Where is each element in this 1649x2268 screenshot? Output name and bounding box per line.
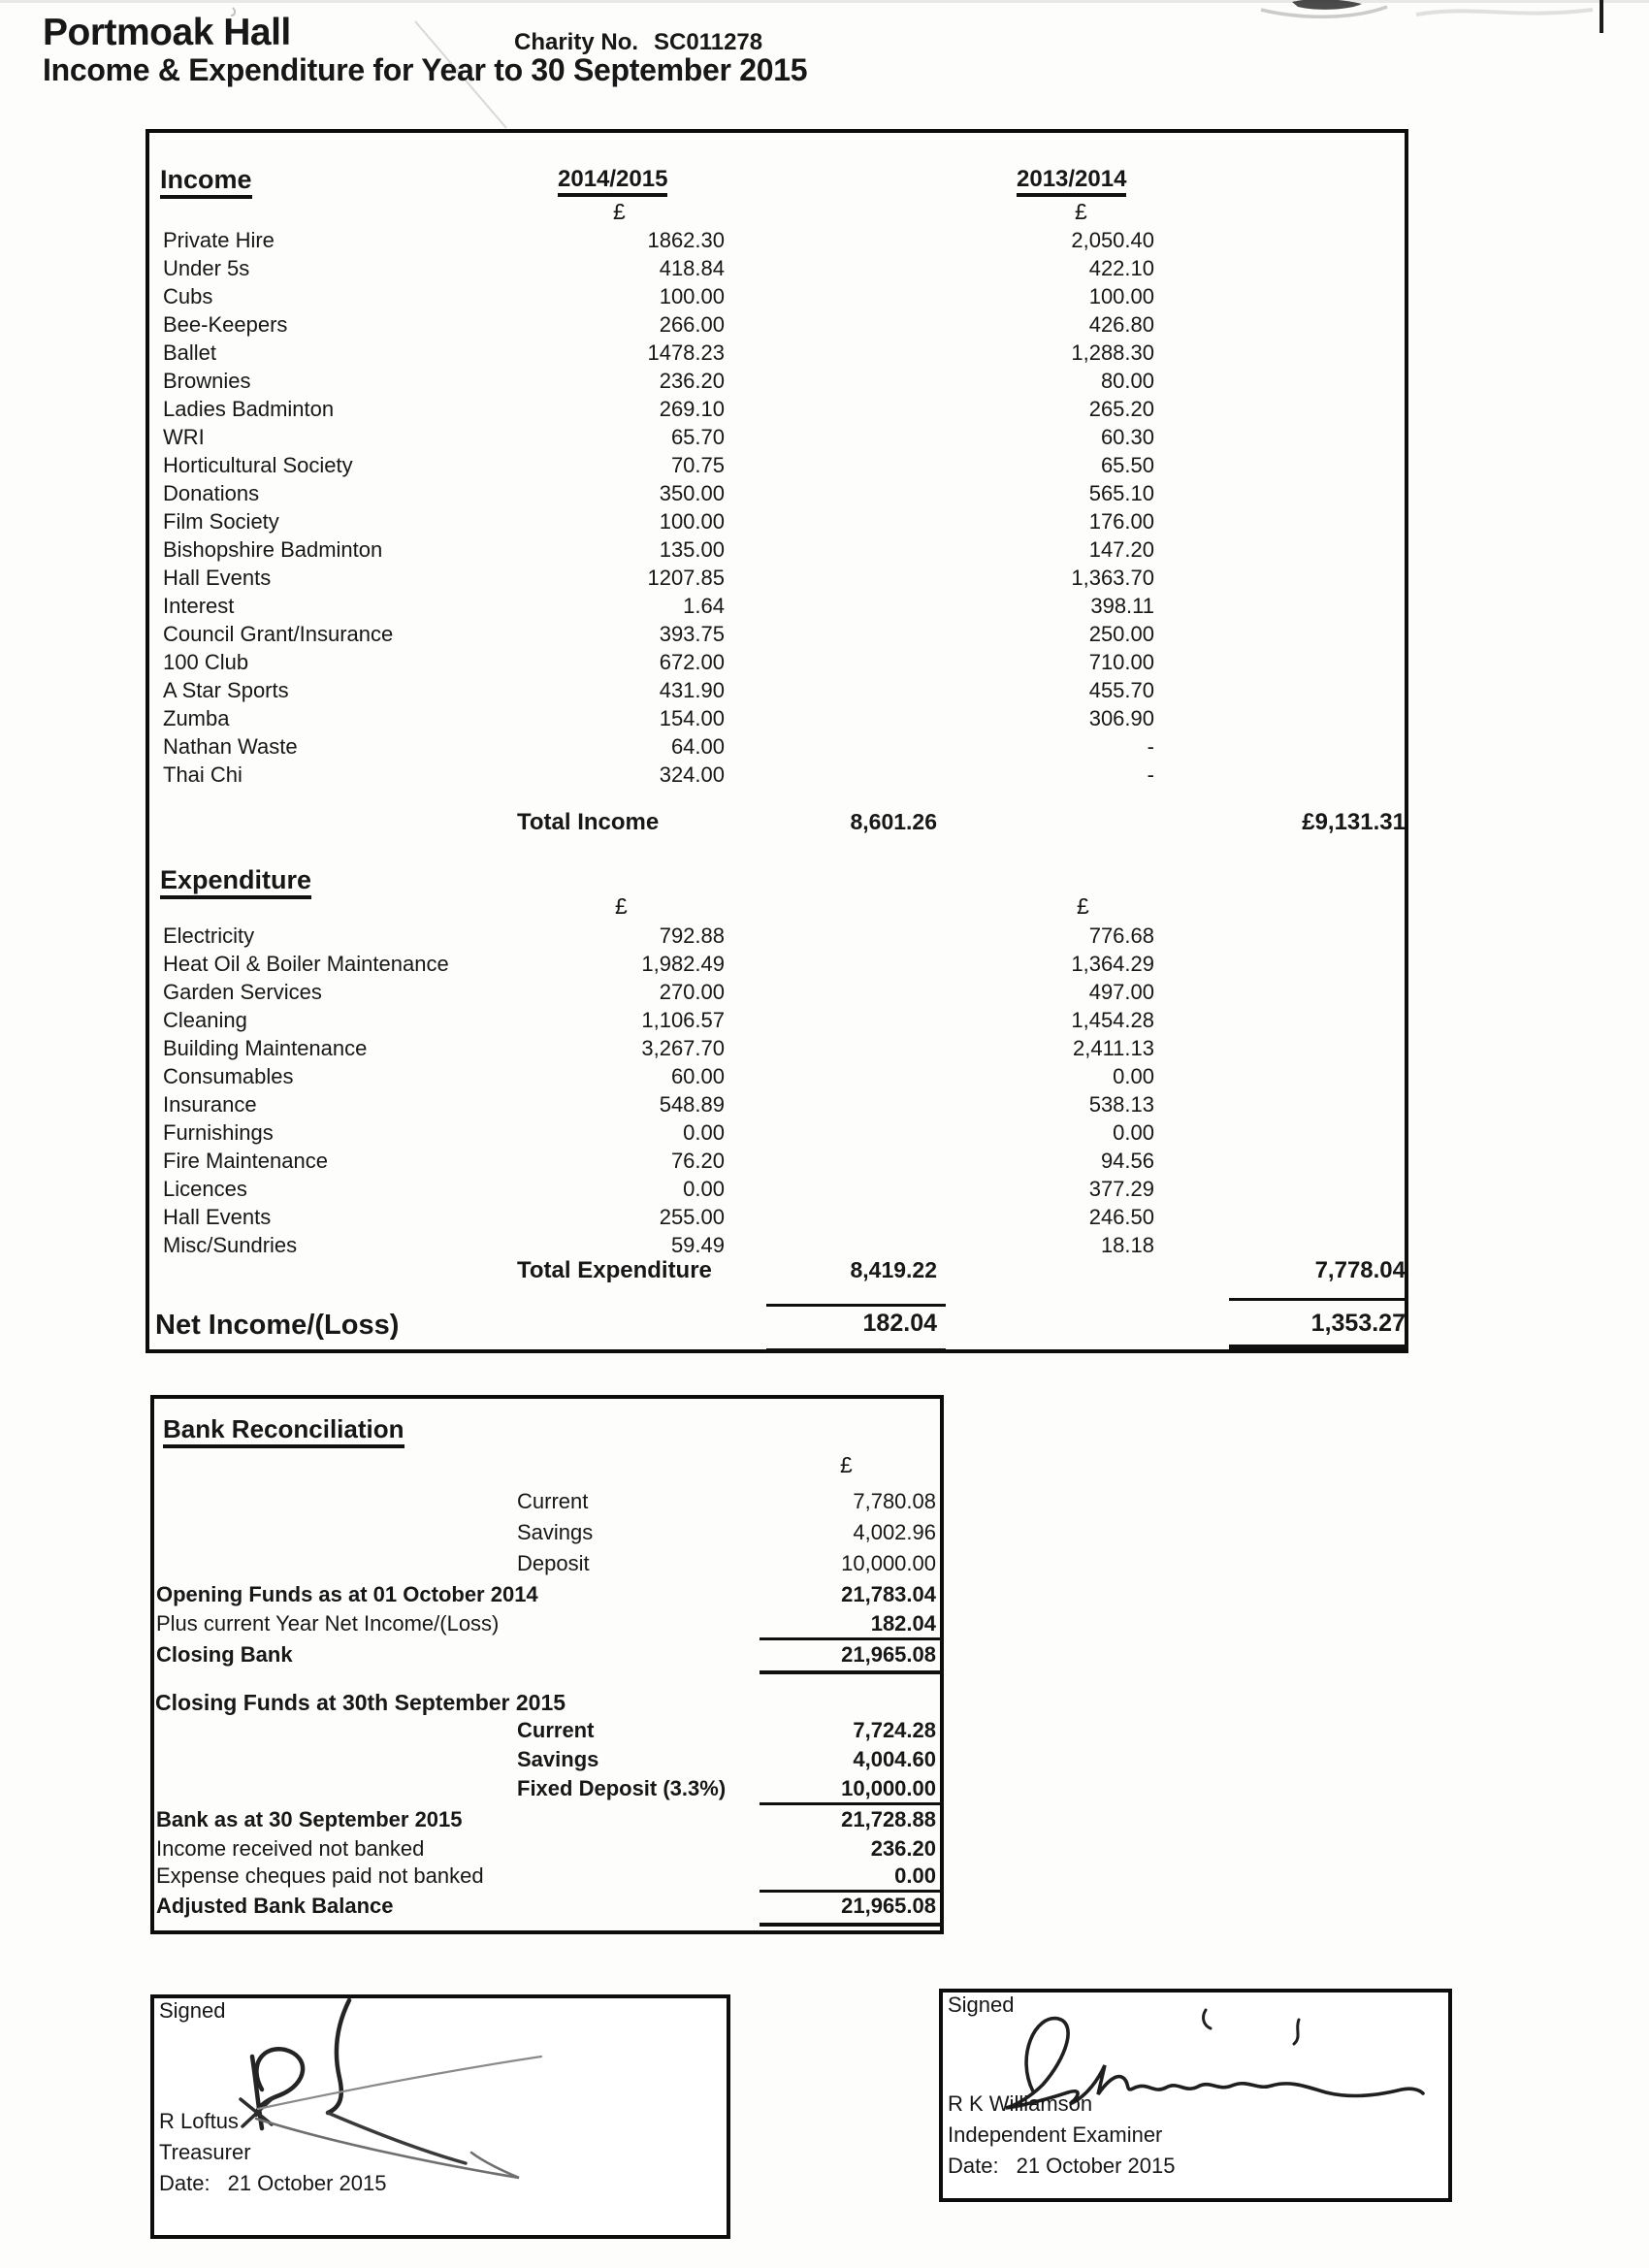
- statement-row: [146, 593, 1408, 621]
- plus-net-income-value: 182.04: [870, 1611, 936, 1636]
- bank-row-label: Current: [517, 1489, 589, 1513]
- total-expenditure-2014-2015: 8,419.22: [850, 1257, 937, 1282]
- row-value-2013-2014: 60.30: [1100, 425, 1154, 449]
- bank-row-label: Deposit: [517, 1551, 590, 1575]
- row-label: Zumba: [163, 706, 230, 730]
- row-value-2014-2015: 1478.23: [647, 340, 725, 365]
- statement-row: [146, 677, 1408, 705]
- treasurer-date-label: Date:: [159, 2171, 210, 2195]
- row-value-2013-2014: 1,363.70: [1071, 566, 1154, 590]
- statement-row: [146, 951, 1408, 979]
- net-v2-overline: [1229, 1298, 1408, 1301]
- row-value-2013-2014: 1,288.30: [1071, 340, 1154, 365]
- statement-row: [146, 1007, 1408, 1035]
- charity-label: Charity No.: [514, 29, 639, 55]
- income-heading: Income: [160, 165, 252, 199]
- bank-row: [150, 1488, 944, 1519]
- expense-not-banked-value: 0.00: [894, 1863, 936, 1888]
- bank-row-value: 10,000.00: [841, 1551, 936, 1575]
- row-label: Consumables: [163, 1064, 294, 1088]
- bank-closing-rows: [150, 1717, 944, 1804]
- row-value-2014-2015: 324.00: [659, 762, 725, 787]
- row-label: Bishopshire Badminton: [163, 537, 383, 562]
- row-label: Ballet: [163, 340, 217, 365]
- row-label: Insurance: [163, 1092, 257, 1117]
- row-label: Furnishings: [163, 1120, 274, 1145]
- statement-row: [146, 761, 1408, 790]
- examiner-date: 21 October 2015: [1016, 2154, 1176, 2178]
- row-value-2013-2014: 65.50: [1100, 453, 1154, 477]
- row-value-2014-2015: 236.20: [659, 369, 725, 393]
- row-value-2014-2015: 1,982.49: [641, 952, 725, 976]
- row-value-2014-2015: 1.64: [683, 594, 725, 618]
- closing-bank-row: [150, 1641, 944, 1670]
- row-label: Cleaning: [163, 1008, 247, 1032]
- net-income-2013-2014: 1,353.27: [1310, 1310, 1406, 1337]
- row-value-2014-2015: 60.00: [670, 1064, 725, 1088]
- row-value-2013-2014: 426.80: [1088, 312, 1154, 337]
- row-value-2013-2014: -: [1147, 762, 1154, 787]
- statement-row: [146, 508, 1408, 536]
- statement-row: [146, 255, 1408, 283]
- plus-net-income-label: Plus current Year Net Income/(Loss): [156, 1611, 500, 1636]
- row-value-2014-2015: 1862.30: [647, 228, 725, 252]
- row-label: Brownies: [163, 369, 251, 393]
- row-label: Cubs: [163, 284, 213, 308]
- income-not-banked-row: [150, 1835, 944, 1864]
- bank-row: [150, 1775, 944, 1804]
- statement-row: [146, 733, 1408, 761]
- row-value-2014-2015: 270.00: [659, 980, 725, 1004]
- row-value-2013-2014: 80.00: [1100, 369, 1154, 393]
- row-value-2013-2014: 1,364.29: [1071, 952, 1154, 976]
- statement-row: [146, 1091, 1408, 1119]
- row-value-2014-2015: 393.75: [659, 622, 725, 646]
- row-value-2013-2014: 422.10: [1088, 256, 1154, 280]
- row-value-2014-2015: 350.00: [659, 481, 725, 505]
- total-expenditure-row: [146, 1257, 1408, 1288]
- row-value-2013-2014: 176.00: [1088, 509, 1154, 534]
- treasurer-role: Treasurer: [159, 2140, 251, 2164]
- bank-row: [150, 1746, 944, 1775]
- bank-row-label: Fixed Deposit (3.3%): [517, 1776, 727, 1800]
- row-label: Film Society: [163, 509, 279, 534]
- row-value-2013-2014: 538.13: [1088, 1092, 1154, 1117]
- row-label: A Star Sports: [163, 678, 289, 702]
- row-value-2013-2014: 0.00: [1113, 1064, 1154, 1088]
- statement-row: [146, 649, 1408, 677]
- bank-heading: Bank Reconciliation: [163, 1414, 404, 1448]
- statement-row: [146, 283, 1408, 311]
- row-label: Electricity: [163, 923, 255, 948]
- net-v1-overline: [766, 1304, 946, 1307]
- statement-row: [146, 1119, 1408, 1148]
- document-title: Income & Expenditure for Year to 30 September 2015: [43, 52, 808, 87]
- row-label: Hall Events: [163, 566, 272, 590]
- row-label: Ladies Badminton: [163, 397, 335, 421]
- total-expenditure-2013-2014: 7,778.04: [1314, 1257, 1406, 1283]
- row-value-2014-2015: 59.49: [670, 1233, 725, 1257]
- row-value-2013-2014: 0.00: [1113, 1120, 1154, 1145]
- statement-row: [146, 340, 1408, 368]
- signature-treasurer: [233, 1996, 640, 2181]
- row-value-2013-2014: 377.29: [1088, 1177, 1154, 1201]
- statement-row: [146, 480, 1408, 508]
- bank-row: [150, 1550, 944, 1581]
- statement-row: [146, 227, 1408, 255]
- bank-row-value: 7,780.08: [853, 1489, 936, 1513]
- row-value-2013-2014: 497.00: [1088, 980, 1154, 1004]
- income-not-banked-value: 236.20: [870, 1836, 936, 1861]
- row-value-2014-2015: 266.00: [659, 312, 725, 337]
- treasurer-date: 21 October 2015: [227, 2171, 387, 2195]
- row-value-2014-2015: 0.00: [683, 1120, 725, 1145]
- total-income-label: Total Income: [517, 809, 660, 835]
- row-value-2014-2015: 0.00: [683, 1177, 725, 1201]
- row-value-2013-2014: 776.68: [1088, 923, 1154, 948]
- total-income-2014-2015: 8,601.26: [850, 809, 937, 834]
- statement-row: [146, 621, 1408, 649]
- row-label: WRI: [163, 425, 205, 449]
- treasurer-signed-label: Signed: [159, 1998, 226, 2023]
- row-value-2013-2014: 246.50: [1088, 1205, 1154, 1229]
- bank-row-label: Current: [517, 1718, 595, 1742]
- row-value-2013-2014: 100.00: [1088, 284, 1154, 308]
- row-value-2014-2015: 100.00: [659, 509, 725, 534]
- statement-row: [146, 368, 1408, 396]
- row-value-2014-2015: 431.90: [659, 678, 725, 702]
- currency-symbol-income-2014: £: [613, 199, 626, 224]
- row-label: Council Grant/Insurance: [163, 622, 394, 646]
- statement-row: [146, 705, 1408, 733]
- examiner-date-label: Date:: [948, 2154, 999, 2178]
- row-label: 100 Club: [163, 650, 249, 674]
- row-value-2013-2014: 306.90: [1088, 706, 1154, 730]
- charity-number: SC011278: [654, 29, 763, 55]
- row-label: Licences: [163, 1177, 247, 1201]
- bank-as-at-value: 21,728.88: [841, 1807, 936, 1831]
- row-label: Interest: [163, 594, 235, 618]
- examiner-name: R K Williamson: [948, 2091, 1093, 2116]
- statement-row: [146, 1148, 1408, 1176]
- expense-not-banked-label: Expense cheques paid not banked: [156, 1863, 484, 1888]
- row-value-2014-2015: 269.10: [659, 397, 725, 421]
- treasurer-name: R Loftus: [159, 2109, 239, 2133]
- total-income-row: [146, 809, 1408, 840]
- plus-net-underline: [760, 1637, 944, 1640]
- opening-funds-value: 21,783.04: [841, 1582, 936, 1606]
- row-value-2013-2014: 250.00: [1088, 622, 1154, 646]
- income-rows: [146, 227, 1408, 790]
- row-label: Bee-Keepers: [163, 312, 288, 337]
- statement-row: [146, 1204, 1408, 1232]
- currency-symbol-bank: £: [840, 1452, 853, 1477]
- row-label: Horticultural Society: [163, 453, 353, 477]
- organisation-name: Portmoak Hall: [43, 12, 291, 53]
- row-value-2014-2015: 3,267.70: [641, 1036, 725, 1060]
- row-value-2013-2014: 710.00: [1088, 650, 1154, 674]
- bank-row: [150, 1717, 944, 1746]
- statement-row: [146, 1232, 1408, 1260]
- bank-as-at-label: Bank as at 30 September 2015: [156, 1807, 463, 1831]
- row-value-2014-2015: 1207.85: [647, 566, 725, 590]
- bank-row-value: 4,002.96: [853, 1520, 936, 1544]
- row-value-2014-2015: 672.00: [659, 650, 725, 674]
- bank-row-value: 4,004.60: [853, 1747, 936, 1771]
- row-value-2013-2014: 147.20: [1088, 537, 1154, 562]
- statement-row: [146, 979, 1408, 1007]
- adjusted-balance-value: 21,965.08: [841, 1894, 936, 1918]
- total-expenditure-label: Total Expenditure: [517, 1257, 712, 1283]
- examiner-date-line: [948, 2154, 1176, 2179]
- row-label: Building Maintenance: [163, 1036, 368, 1060]
- income-col-2013-2014: 2013/2014: [1017, 166, 1126, 197]
- row-label: Hall Events: [163, 1205, 272, 1229]
- plus-net-income-row: [150, 1610, 944, 1639]
- bank-row: [150, 1519, 944, 1550]
- bank-row-value: 7,724.28: [853, 1718, 936, 1742]
- row-value-2013-2014: -: [1147, 734, 1154, 759]
- adjusted-balance-row: [150, 1893, 944, 1922]
- net-v1-underline: [766, 1348, 946, 1352]
- closing-bank-value: 21,965.08: [841, 1642, 936, 1667]
- bank-as-at-row: [150, 1806, 944, 1835]
- row-value-2013-2014: 565.10: [1088, 481, 1154, 505]
- currency-symbol-income-2013: £: [1075, 199, 1087, 224]
- statement-row: [146, 1176, 1408, 1204]
- fixed-deposit-underline: [760, 1802, 944, 1805]
- net-income-2014-2015: 182.04: [862, 1310, 937, 1337]
- row-value-2014-2015: 418.84: [659, 256, 725, 280]
- row-label: Donations: [163, 481, 260, 505]
- expense-not-banked-row: [150, 1863, 944, 1892]
- row-label: Heat Oil & Boiler Maintenance: [163, 952, 449, 976]
- adjusted-balance-label: Adjusted Bank Balance: [156, 1894, 394, 1918]
- bank-row-value: 10,000.00: [841, 1776, 936, 1800]
- row-value-2013-2014: 2,411.13: [1072, 1036, 1154, 1060]
- statement-row: [146, 424, 1408, 452]
- row-value-2013-2014: 94.56: [1100, 1149, 1154, 1173]
- row-value-2013-2014: 2,050.40: [1071, 228, 1154, 252]
- row-label: Private Hire: [163, 228, 275, 252]
- row-value-2014-2015: 64.00: [670, 734, 725, 759]
- row-value-2014-2015: 76.20: [670, 1149, 725, 1173]
- statement-row: [146, 536, 1408, 565]
- statement-row: [146, 396, 1408, 424]
- row-value-2013-2014: 1,454.28: [1071, 1008, 1154, 1032]
- bank-row-label: Savings: [517, 1747, 599, 1771]
- row-value-2013-2014: 18.18: [1100, 1233, 1154, 1257]
- row-label: Thai Chi: [163, 762, 242, 787]
- treasurer-date-line: [159, 2171, 387, 2196]
- examiner-signed-label: Signed: [948, 1993, 1015, 2017]
- opening-funds-label: Opening Funds as at 01 October 2014: [156, 1582, 538, 1606]
- income-col-2014-2015: 2014/2015: [558, 166, 667, 197]
- statement-row: [146, 1063, 1408, 1091]
- row-label: Under 5s: [163, 256, 250, 280]
- statement-row: [146, 565, 1408, 593]
- examiner-role: Independent Examiner: [948, 2122, 1163, 2147]
- row-value-2014-2015: 70.75: [670, 453, 725, 477]
- bank-opening-rows: [150, 1488, 944, 1581]
- currency-symbol-expenditure-2014: £: [615, 893, 628, 919]
- net-income-row: [146, 1310, 1408, 1348]
- row-value-2014-2015: 1,106.57: [641, 1008, 725, 1032]
- expenditure-rows: [146, 923, 1408, 1260]
- statement-row: [146, 923, 1408, 951]
- closing-funds-heading: Closing Funds at 30th September 2015: [155, 1690, 566, 1715]
- net-v2-underline: [1229, 1345, 1408, 1349]
- income-not-banked-label: Income received not banked: [156, 1836, 425, 1861]
- expenditure-heading: Expenditure: [160, 865, 311, 899]
- currency-symbol-expenditure-2013: £: [1077, 893, 1089, 919]
- statement-row: [146, 311, 1408, 340]
- row-label: Nathan Waste: [163, 734, 298, 759]
- closing-bank-underline: [760, 1670, 944, 1674]
- statement-row: [146, 452, 1408, 480]
- row-label: Misc/Sundries: [163, 1233, 298, 1257]
- total-income-2013-2014: £9,131.31: [1302, 809, 1406, 835]
- closing-bank-label: Closing Bank: [156, 1642, 293, 1667]
- row-value-2014-2015: 255.00: [659, 1205, 725, 1229]
- opening-funds-row: [150, 1581, 944, 1610]
- row-value-2013-2014: 265.20: [1088, 397, 1154, 421]
- row-value-2013-2014: 455.70: [1088, 678, 1154, 702]
- row-value-2014-2015: 100.00: [659, 284, 725, 308]
- row-label: Fire Maintenance: [163, 1149, 328, 1173]
- row-value-2014-2015: 792.88: [659, 923, 725, 948]
- row-value-2014-2015: 154.00: [659, 706, 725, 730]
- row-value-2014-2015: 65.70: [670, 425, 725, 449]
- row-value-2014-2015: 135.00: [659, 537, 725, 562]
- row-value-2014-2015: 548.89: [659, 1092, 725, 1117]
- row-value-2013-2014: 398.11: [1090, 594, 1154, 618]
- statement-row: [146, 1035, 1408, 1063]
- bank-row-label: Savings: [517, 1520, 594, 1544]
- adjusted-balance-underline: [760, 1923, 944, 1927]
- net-income-label: Net Income/(Loss): [155, 1310, 400, 1341]
- row-label: Garden Services: [163, 980, 322, 1004]
